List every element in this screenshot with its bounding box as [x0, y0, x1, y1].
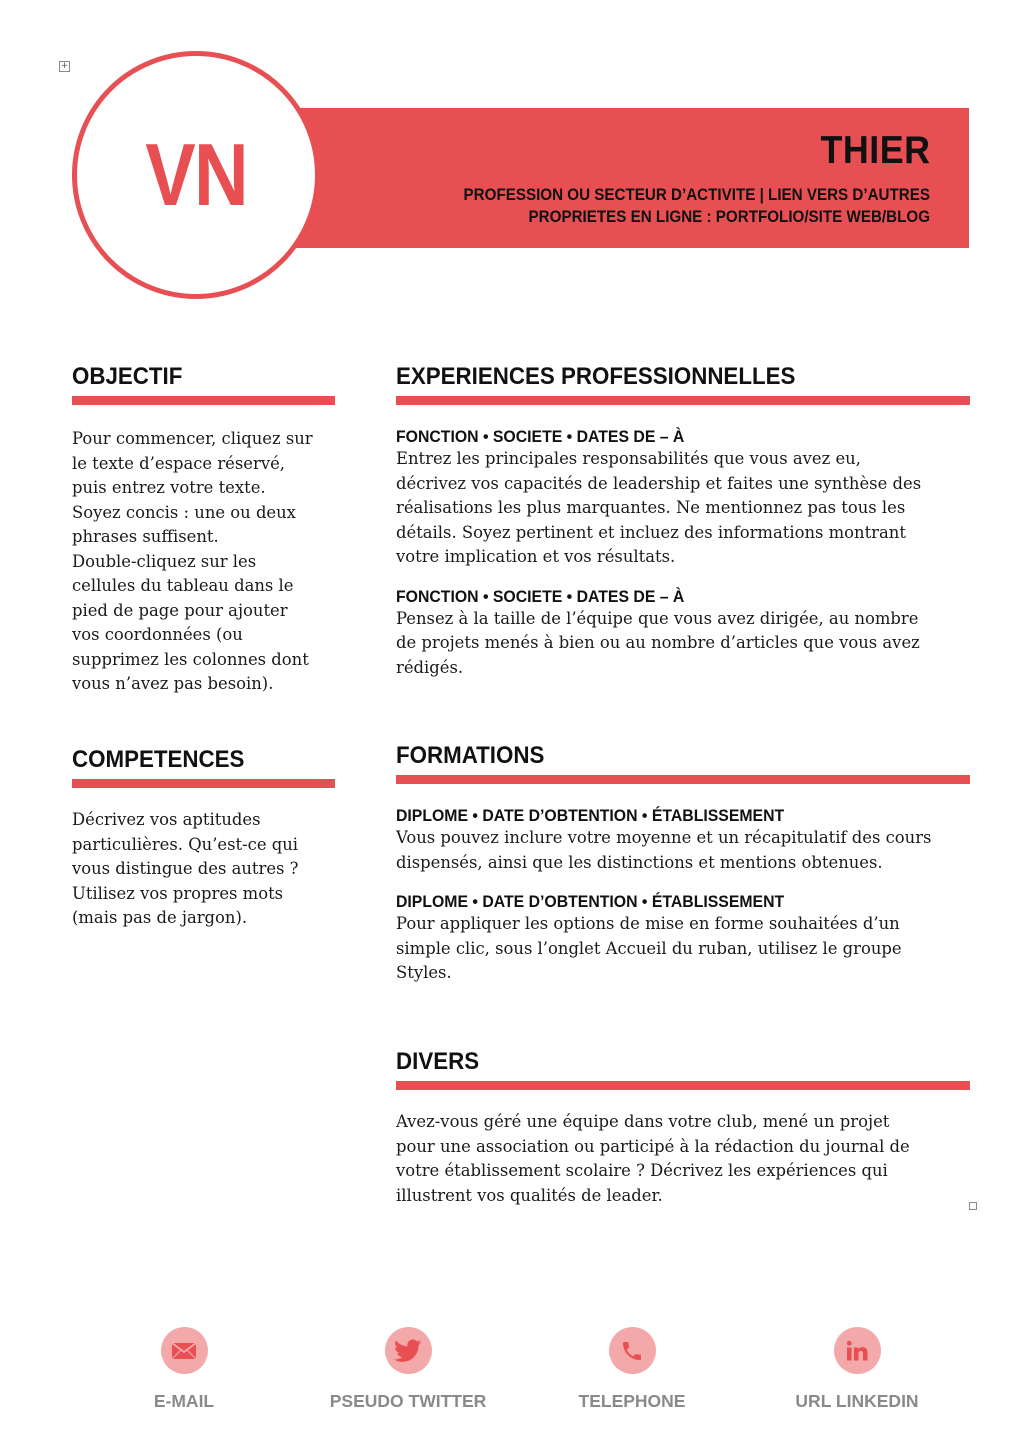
- competences-rule: [72, 779, 335, 788]
- email-label: E-MAIL: [153, 1391, 215, 1411]
- text-line: pour une association ou participé à la rédaction du journal de: [396, 1136, 910, 1156]
- experience-entry-head: FONCTION • SOCIETE • DATES DE – À: [396, 586, 685, 606]
- formation-entry[interactable]: [396, 806, 970, 875]
- linkedin-icon: [834, 1327, 881, 1374]
- footer-twitter[interactable]: [308, 1327, 508, 1412]
- text-line: phrases suffisent.: [72, 527, 219, 546]
- text-line: (mais pas de jargon).: [72, 908, 248, 927]
- text-line: Styles.: [396, 963, 452, 982]
- text-line: Pour commencer, cliquez sur: [72, 429, 313, 448]
- text-line: vos coordonnées (ou: [72, 625, 243, 644]
- formation-entry-head: DIPLOME • DATE D’OBTENTION • ÉTABLISSEMENT: [396, 806, 785, 825]
- objectif-title: OBJECTIF: [72, 363, 183, 390]
- footer-email[interactable]: [84, 1327, 284, 1412]
- experiences-rule: [396, 396, 970, 405]
- competences-title: COMPETENCES: [72, 746, 245, 773]
- envelope-icon: [161, 1327, 208, 1374]
- text-line: rédigés.: [396, 657, 464, 677]
- text-line: votre établissement scolaire ? Décrivez les expériences qui: [396, 1161, 888, 1180]
- candidate-name[interactable]: THIER: [820, 129, 930, 172]
- text-line: détails. Soyez pertinent et incluez des informations montrant: [396, 522, 906, 542]
- text-line: dispensés, ainsi que les distinctions et mentions obtenues.: [396, 852, 883, 872]
- competences-section: [72, 746, 335, 931]
- competences-text[interactable]: [72, 808, 335, 931]
- text-line: votre implication et vos résultats.: [396, 547, 676, 566]
- formations-section: [396, 742, 970, 986]
- formations-rule: [396, 775, 970, 784]
- text-line: vous n’avez pas besoin).: [72, 674, 274, 693]
- experience-entry[interactable]: [396, 427, 970, 570]
- phone-icon: [609, 1327, 656, 1374]
- twitter-icon: [385, 1327, 432, 1374]
- objectif-text[interactable]: [72, 427, 335, 697]
- experiences-title: EXPERIENCES PROFESSIONNELLES: [396, 363, 796, 390]
- objectif-rule: [72, 396, 335, 405]
- text-line: simple clic, sous l’onglet Accueil du ruban, utilisez le groupe: [396, 938, 902, 958]
- text-line: supprimez les colonnes dont: [72, 649, 309, 669]
- divers-text[interactable]: [396, 1110, 970, 1208]
- experience-entry-head: FONCTION • SOCIETE • DATES DE – À: [396, 427, 685, 446]
- text-line: particulières. Qu’est-ce qui: [72, 834, 299, 854]
- footer-linkedin[interactable]: [757, 1327, 957, 1412]
- objectif-section: [72, 363, 335, 697]
- experience-entry[interactable]: [396, 587, 970, 681]
- table-resize-handle[interactable]: [969, 1202, 977, 1210]
- tagline-line-2: PROPRIETES EN LIGNE : PORTFOLIO/SITE WEB/BLOG: [528, 208, 930, 226]
- monogram-initials: VN: [145, 125, 247, 224]
- text-line: Avez-vous géré une équipe dans votre club, mené un projet: [396, 1112, 890, 1131]
- divers-section: [396, 1048, 970, 1208]
- text-line: décrivez vos capacités de leadership et faites une synthèse des: [396, 473, 922, 493]
- text-line: Décrivez vos aptitudes: [72, 810, 261, 829]
- experiences-section: [396, 363, 970, 680]
- text-line: Vous pouvez inclure votre moyenne et un récapitulatif des cours: [396, 828, 932, 847]
- formations-title: FORMATIONS: [396, 742, 545, 769]
- divers-title: DIVERS: [396, 1048, 480, 1075]
- text-line: Pour appliquer les options de mise en forme souhaitées d’un: [396, 914, 900, 933]
- text-line: illustrent vos qualités de leader.: [396, 1185, 663, 1205]
- footer-telephone[interactable]: [532, 1327, 732, 1412]
- text-line: Utilisez vos propres mots: [72, 883, 284, 903]
- text-line: Soyez concis : une ou deux: [72, 502, 296, 522]
- formation-entry-head: DIPLOME • DATE D’OBTENTION • ÉTABLISSEMENT: [396, 892, 785, 911]
- formation-entry[interactable]: [396, 892, 970, 986]
- text-line: puis entrez votre texte.: [72, 478, 266, 497]
- text-line: pied de page pour ajouter: [72, 600, 288, 620]
- text-line: Double-cliquez sur les: [72, 551, 257, 571]
- text-line: vous distingue des autres ?: [72, 859, 299, 878]
- telephone-label: TELEPHONE: [578, 1391, 686, 1411]
- text-line: le texte d’espace réservé,: [72, 453, 285, 473]
- text-line: réalisations les plus marquantes. Ne mentionnez pas tous les: [396, 498, 906, 517]
- monogram-circle: [72, 51, 320, 299]
- text-line: cellules du tableau dans le: [72, 576, 294, 595]
- text-line: Entrez les principales responsabilités que vous avez eu,: [396, 449, 861, 468]
- linkedin-label: URL LINKEDIN: [795, 1391, 919, 1411]
- divers-rule: [396, 1081, 970, 1090]
- text-line: Pensez à la taille de l’équipe que vous avez dirigée, au nombre: [396, 608, 919, 628]
- tagline[interactable]: [378, 184, 930, 228]
- tagline-line-1: PROFESSION OU SECTEUR D’ACTIVITE | LIEN VERS D’AUTRES: [463, 186, 930, 204]
- table-move-handle[interactable]: +: [60, 61, 69, 71]
- text-line: de projets menés à bien ou au nombre d’articles que vous avez: [396, 633, 920, 652]
- twitter-label: PSEUDO TWITTER: [329, 1391, 487, 1411]
